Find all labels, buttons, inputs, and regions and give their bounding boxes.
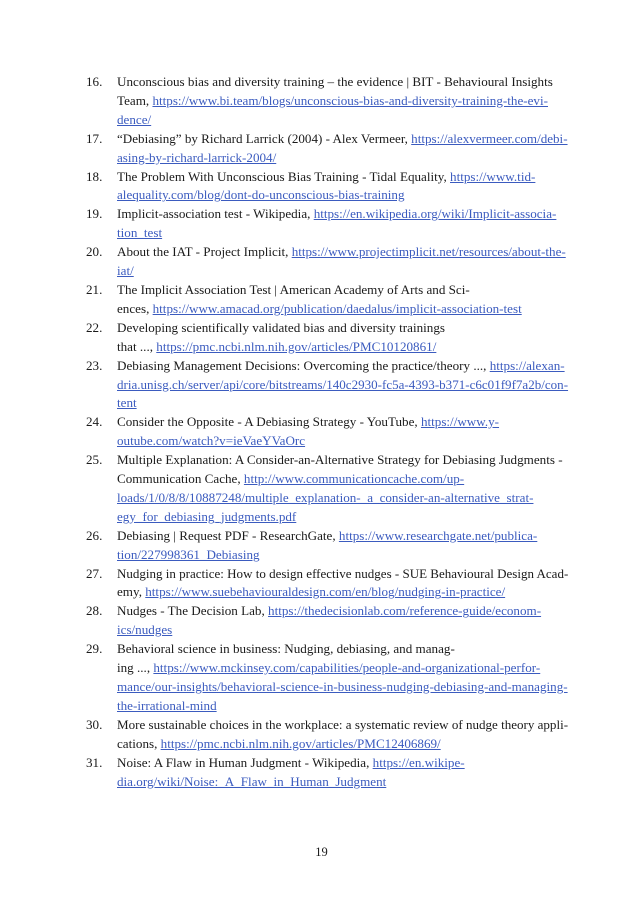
reference-line [117,338,568,357]
reference-url-link[interactable]: tion/227998361_Debiasing [117,546,260,562]
reference-url-link[interactable]: outube.com/watch?v=ieVaeYVaOrc [117,433,306,449]
reference-title-text: Debiasing | Request PDF - ResearchGate, [117,527,339,543]
reference-number: 17. [86,130,103,146]
reference-number: 30. [86,716,103,732]
reference-line [117,186,568,205]
reference-url-link[interactable]: dria.unisg.ch/server/api/core/bitstreams/140c2930-fc5a-4393-b371-c6c01f9f7a2b/con- [117,376,569,392]
reference-line [117,319,568,338]
reference-url-link[interactable]: https://en.wikipe- [372,754,465,770]
reference-url-link[interactable]: https://pmc.ncbi.nlm.nih.gov/articles/PMC12406869/ [160,735,441,751]
reference-number: 28. [86,603,103,619]
reference-line [117,602,568,621]
reference-url-link[interactable]: alequality.com/blog/dont-do-unconscious-bias-training [117,187,405,203]
reference-line [117,773,568,792]
reference-url-link[interactable]: asing-by-richard-larrick-2004/ [117,149,277,165]
reference-line [117,432,568,451]
reference-url-link[interactable]: https://www.tid- [450,168,536,184]
reference-title-text: ences, [117,300,153,316]
reference-url-link[interactable]: ics/nudges [117,622,173,638]
reference-title-text: The Implicit Association Test | American Academy of Arts and Sci- [117,281,470,297]
reference-url-link[interactable]: https://www.amacad.org/publication/daedalus/implicit-association-test [152,300,522,316]
reference-line [117,735,568,754]
reference-item [86,754,568,792]
reference-title-text: “Debiasing” by Richard Larrick (2004) - Alex Vermeer, [117,130,412,146]
reference-number: 24. [86,414,103,430]
reference-title-text: The Problem With Unconscious Bias Training - Tidal Equality, [117,168,451,184]
reference-line [117,376,569,395]
reference-url-link[interactable]: mance/our-insights/behavioral-science-in-business-nudging-debiasing-and-managing- [117,679,568,694]
reference-line [117,224,568,243]
reference-title-text: Noise: A Flaw in Human Judgment - Wikipedia, [117,754,373,770]
reference-title-text: Implicit-association test - Wikipedia, [117,206,314,222]
reference-number: 22. [86,319,103,335]
reference-url-link[interactable]: tent [117,395,137,411]
reference-line [117,149,568,168]
reference-line [117,583,568,602]
reference-url-link[interactable]: https://www.researchgate.net/publica- [338,527,538,543]
reference-item [86,281,568,319]
reference-line [117,754,568,773]
reference-url-link[interactable]: tion_test [117,225,163,241]
reference-line [117,508,568,527]
reference-title-text: Consider the Opposite - A Debiasing Strategy - YouTube, [117,414,421,430]
reference-line [117,357,568,376]
reference-item [86,640,568,716]
reference-url-link[interactable]: https://www.mckinsey.com/capabilities/people-and-organizational-perfor- [153,660,541,676]
reference-line [117,621,568,640]
reference-line [117,281,568,300]
reference-number: 20. [86,244,103,260]
reference-line [117,300,568,319]
reference-url-link[interactable]: https://www.suebehaviouraldesign.com/en/blog/nudging-in-practice/ [145,584,506,600]
reference-line [117,678,568,697]
reference-url-link[interactable]: https://pmc.ncbi.nlm.nih.gov/articles/PMC10120861/ [156,338,437,354]
reference-line [117,470,568,489]
reference-item [86,716,568,754]
reference-item [86,205,568,243]
reference-title-text: Developing scientifically validated bias and diversity trainings [117,319,445,335]
reference-url-link[interactable]: loads/1/0/8/8/10887248/multiple_explanation-_a_consider-an-alternative_strat- [117,489,534,505]
reference-item [86,357,568,414]
reference-number: 31. [86,754,103,770]
reference-line [117,640,568,659]
reference-title-text: Multiple Explanation: A Consider-an-Alternative Strategy for Debiasing Judgments - [117,452,563,468]
reference-url-link[interactable]: https://alexvermeer.com/debi- [411,130,568,146]
reference-title-text: Debiasing Management Decisions: Overcoming the practice/theory ..., [117,357,490,373]
reference-line [117,394,568,413]
reference-item [86,168,568,206]
reference-url-link[interactable]: http://www.communicationcache.com/up- [243,471,465,487]
reference-url-link[interactable]: https://alexan- [489,357,565,373]
reference-url-link[interactable]: egy_for_debiasing_judgments.pdf [117,508,297,524]
reference-line [117,243,568,262]
reference-number: 27. [86,565,103,581]
reference-line [117,168,568,187]
reference-title-text: About the IAT - Project Implicit, [117,244,292,260]
reference-title-text: Nudging in practice: How to design effective nudges - SUE Behavioural Design Acad- [117,565,569,581]
reference-title-text: cations, [117,735,161,751]
reference-line [117,413,568,432]
reference-url-link[interactable]: https://www.y- [420,414,500,430]
reference-number: 21. [86,281,103,297]
reference-number: 25. [86,452,103,468]
reference-url-link[interactable]: the-irrational-mind [117,697,217,713]
reference-url-link[interactable]: https://en.wikipedia.org/wiki/Implicit-associa- [313,206,557,222]
reference-number: 18. [86,168,103,184]
reference-title-text: Behavioral science in business: Nudging, debiasing, and manag- [117,641,455,657]
reference-list [86,73,568,791]
reference-item [86,319,568,357]
reference-line [117,205,568,224]
reference-line [117,489,568,508]
reference-url-link[interactable]: https://thedecisionlab.com/reference-guide/econom- [268,603,542,619]
reference-url-link[interactable]: https://www.projectimplicit.net/resources/about-the- [291,244,566,260]
reference-title-text: ing ..., [117,660,154,676]
reference-title-text: Nudges - The Decision Lab, [117,603,269,619]
reference-item [86,451,568,527]
reference-line [117,92,568,111]
reference-number: 16. [86,74,103,89]
reference-line [117,73,568,92]
reference-line [117,130,567,149]
reference-url-link[interactable]: dia.org/wiki/Noise:_A_Flaw_in_Human_Judgment [117,773,387,789]
reference-item [86,602,568,640]
reference-title-text: that ..., [117,338,157,354]
reference-title-text: Team, [117,92,153,108]
reference-number: 29. [86,641,103,657]
reference-number: 26. [86,527,103,543]
reference-title-text: Communication Cache, [117,471,244,487]
reference-item [86,413,568,451]
reference-item [86,527,568,565]
reference-item [86,243,568,281]
page-number: 19 [315,845,328,859]
reference-title-text: More sustainable choices in the workplace: a systematic review of nudge theory appli- [117,716,569,732]
reference-url-link[interactable]: https://www.bi.team/blogs/unconscious-bias-and-diversity-training-the-evi- [152,92,548,108]
reference-item [86,130,568,168]
reference-number: 23. [86,357,103,373]
reference-item [86,73,568,130]
reference-line [117,659,568,678]
reference-line [117,527,568,546]
reference-line [117,716,569,735]
reference-line [117,697,568,716]
reference-line [117,546,568,565]
reference-title-text: emy, [117,584,146,600]
reference-line [117,565,569,584]
reference-line [117,451,568,470]
reference-title-text: Unconscious bias and diversity training – the evidence | BIT - Behavioural Insights [117,74,553,89]
reference-url-link[interactable]: dence/ [117,111,152,127]
reference-item [86,565,568,603]
reference-line [117,262,568,281]
reference-line [117,111,568,130]
reference-url-link[interactable]: iat/ [117,263,134,279]
reference-number: 19. [86,206,103,222]
